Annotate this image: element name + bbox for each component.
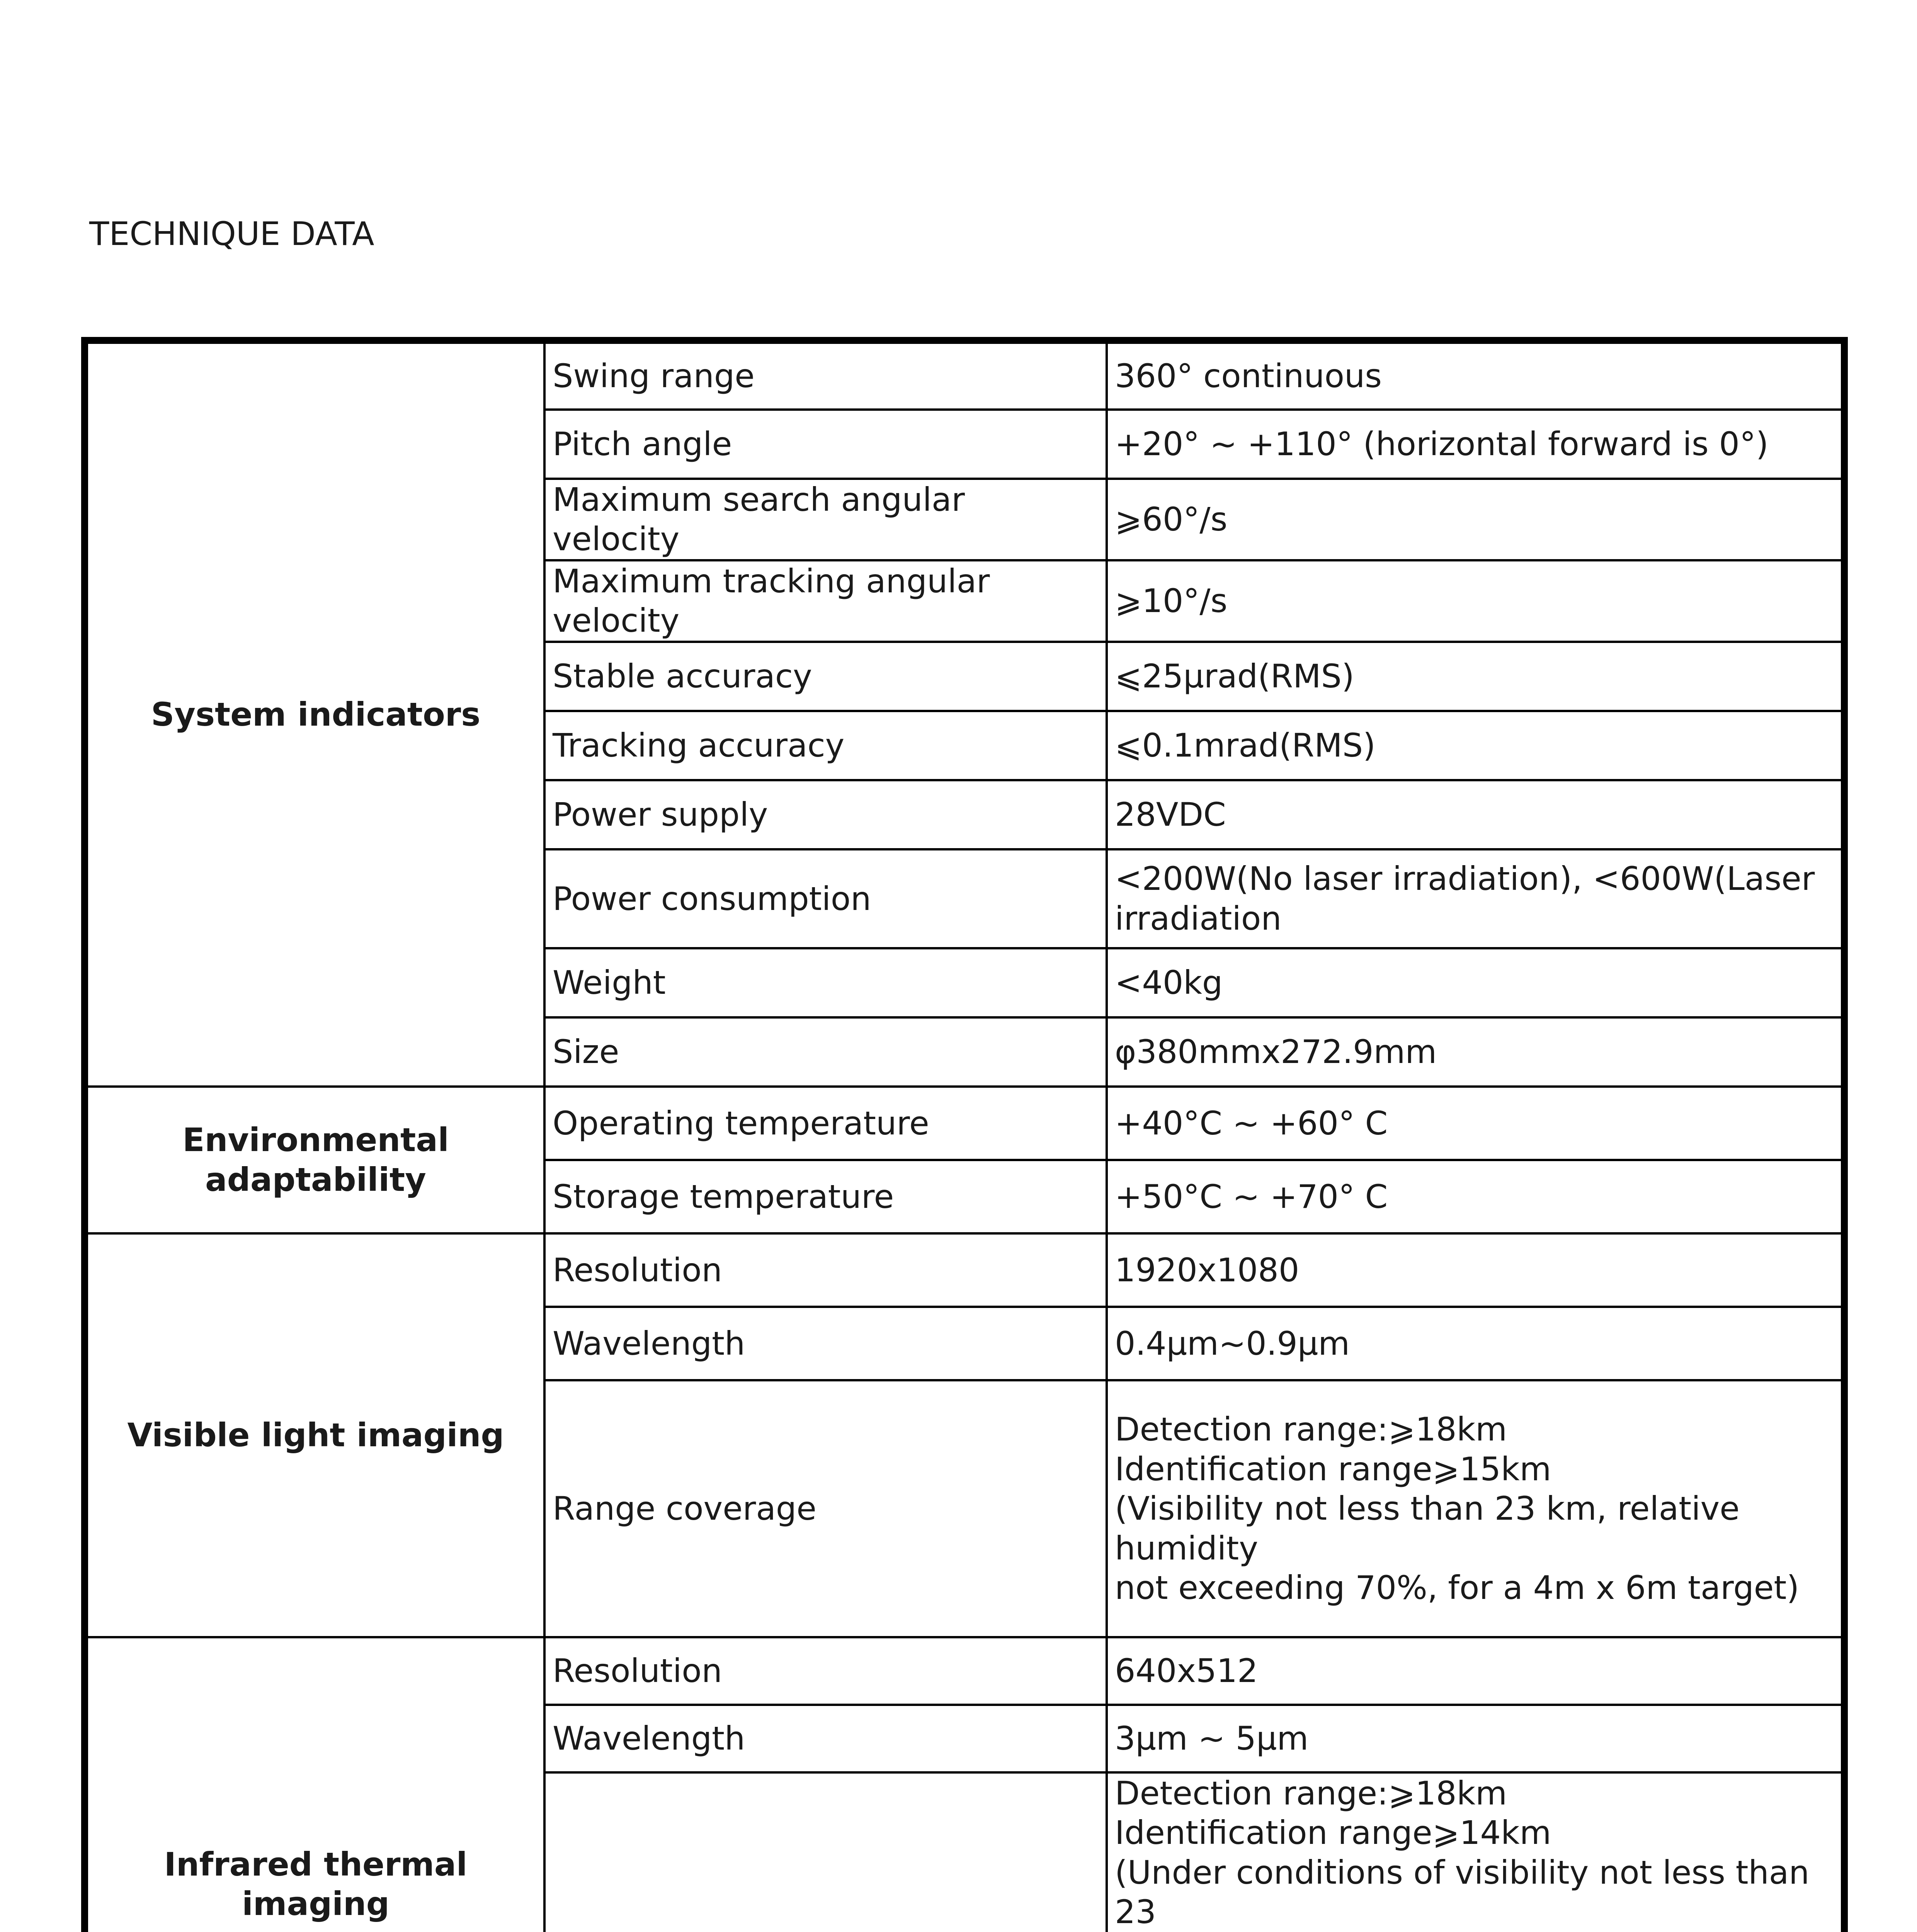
- value-line: <40kg: [1115, 964, 1223, 1002]
- value-line: 640x512: [1115, 1652, 1258, 1690]
- value-line: +40°C ~ +60° C: [1115, 1104, 1388, 1142]
- value-line: not exceeding 70%, for a 4m x 6m target): [1115, 1569, 1800, 1607]
- parameter-value: [1107, 1637, 1844, 1705]
- parameter-name: Power consumption: [544, 849, 1107, 948]
- parameter-name: Swing range: [544, 340, 1107, 410]
- parameter-value: [1107, 560, 1844, 642]
- table-row: [85, 1087, 1844, 1160]
- value-line: 360° continuous: [1115, 357, 1382, 395]
- value-line: 28VDC: [1115, 796, 1226, 834]
- value-line: ⩽25μrad(RMS): [1115, 657, 1354, 696]
- value-line: ⩾10°/s: [1115, 582, 1228, 620]
- parameter-value: [1107, 1380, 1844, 1637]
- group-label: Environmental adaptability: [85, 1087, 544, 1233]
- value-line: Identification range⩾14km: [1115, 1814, 1551, 1852]
- parameter-value: [1107, 948, 1844, 1017]
- table-row: [85, 1637, 1844, 1705]
- value-line: 1920x1080: [1115, 1251, 1300, 1289]
- value-line: (Visibility not less than 23 km, relative humidity: [1115, 1490, 1740, 1567]
- value-line: Detection range:⩾18km: [1115, 1774, 1507, 1812]
- value-line: Detection range:⩾18km: [1115, 1410, 1507, 1449]
- parameter-name: Wavelength: [544, 1705, 1107, 1772]
- parameter-name: Power supply: [544, 780, 1107, 849]
- spec-table-body: [85, 340, 1844, 1932]
- table-row: [85, 340, 1844, 410]
- page-title: TECHNIQUE DATA: [89, 215, 374, 253]
- parameter-value: [1107, 479, 1844, 560]
- parameter-name: Maximum tracking angular velocity: [544, 560, 1107, 642]
- value-line: 0.4μm~0.9μm: [1115, 1324, 1350, 1362]
- parameter-name: Range coverage: [544, 1380, 1107, 1637]
- parameter-name: Resolution: [544, 1233, 1107, 1307]
- parameter-name: Maximum search angular velocity: [544, 479, 1107, 560]
- table-row: [85, 1233, 1844, 1307]
- value-line: (Under conditions of visibility not less than 23: [1115, 1853, 1810, 1931]
- parameter-name: Pitch angle: [544, 410, 1107, 479]
- parameter-name: Size: [544, 1017, 1107, 1087]
- group-label: Visible light imaging: [85, 1233, 544, 1637]
- parameter-name: Wavelength: [544, 1307, 1107, 1380]
- value-line: φ380mmx272.9mm: [1115, 1033, 1437, 1071]
- parameter-name: Weight: [544, 948, 1107, 1017]
- parameter-value: [1107, 340, 1844, 410]
- parameter-value: [1107, 410, 1844, 479]
- parameter-name: Storage temperature: [544, 1160, 1107, 1233]
- parameter-value: [1107, 1017, 1844, 1087]
- value-line: <200W(No laser irradiation), <600W(Laser: [1115, 860, 1815, 898]
- value-line: Identification range⩾15km: [1115, 1450, 1551, 1488]
- parameter-value: [1107, 849, 1844, 948]
- parameter-value: [1107, 780, 1844, 849]
- value-line: irradiation: [1115, 899, 1282, 937]
- parameter-value: [1107, 1087, 1844, 1160]
- group-label: Infrared thermal imaging: [85, 1637, 544, 1932]
- parameter-name: Operating temperature: [544, 1087, 1107, 1160]
- value-line: ⩾60°/s: [1115, 500, 1228, 539]
- value-line: 3μm ~ 5μm: [1115, 1719, 1309, 1758]
- spec-table: [81, 337, 1848, 1932]
- parameter-name: Resolution: [544, 1637, 1107, 1705]
- parameter-value: [1107, 1705, 1844, 1772]
- parameter-value: [1107, 1772, 1844, 1932]
- value-line: +20° ~ +110° (horizontal forward is 0°): [1115, 425, 1769, 463]
- value-line: ⩽0.1mrad(RMS): [1115, 726, 1376, 765]
- value-line: +50°C ~ +70° C: [1115, 1177, 1388, 1216]
- parameter-value: [1107, 711, 1844, 780]
- parameter-name: Stable accuracy: [544, 642, 1107, 711]
- group-label: System indicators: [85, 340, 544, 1087]
- parameter-value: [1107, 642, 1844, 711]
- parameter-name: Tracking accuracy: [544, 711, 1107, 780]
- parameter-name: [544, 1772, 1107, 1932]
- parameter-value: [1107, 1233, 1844, 1307]
- parameter-value: [1107, 1307, 1844, 1380]
- parameter-value: [1107, 1160, 1844, 1233]
